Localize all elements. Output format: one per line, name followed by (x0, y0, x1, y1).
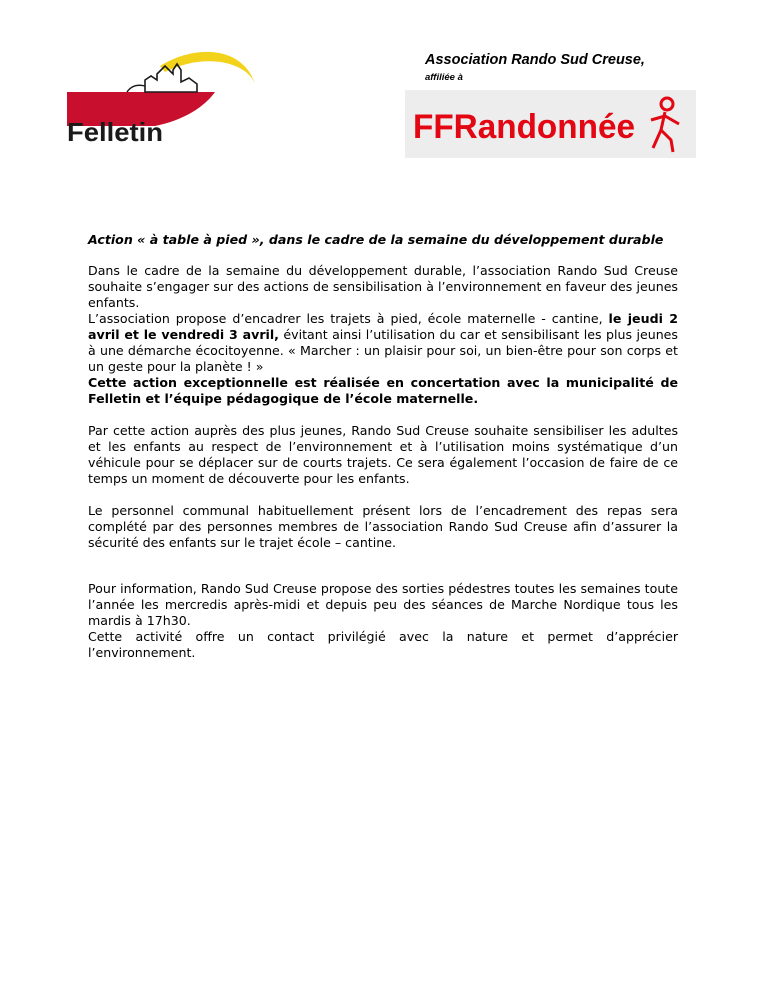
proposal-end: évitant ainsi l’utilisation du car et sensibilisant les plus jeunes à une démarche écocitoyenne. « Marcher : un plaisir pour soi, un bien-être pour son corps et un geste pour la planète ! » (88, 327, 678, 374)
paragraph-staff: Le personnel communal habituellement présent lors de l’encadrement des repas sera complété par des personnes membres de l’association Rando Sud Creuse afin d’assurer la sécurité des enfants sur le trajet école – cantine. (88, 503, 678, 550)
association-name: Association Rando Sud Creuse, (425, 52, 645, 68)
paragraph-activity: Cette activité offre un contact privilégié avec la nature et permet d’apprécier l’environnement. (88, 629, 678, 660)
proposal-start: L’association propose d’encadrer les trajets à pied, école maternelle - cantine, (88, 311, 609, 326)
ffrandonnee-logo-graphic (405, 90, 696, 158)
felletin-logo-text: Felletin (67, 117, 163, 144)
ffrandonnee-logo-text: FFRandonnée (413, 108, 635, 146)
ffrandonnee-logo (405, 90, 696, 158)
paragraph-info: Pour information, Rando Sud Creuse propose des sorties pédestres toutes les semaines toute l’année les mercredis après-midi et depuis peu des séances de Marche Nordique tous les mardis à 17h30. (88, 581, 678, 628)
paragraph-intro: Dans le cadre de la semaine du développement durable, l’association Rando Sud Creuse souhaite s’engager sur des actions de sensibilisation à l’environnement en faveur des jeunes enfants. (88, 263, 678, 310)
document-heading: Action « à table à pied », dans le cadre de la semaine du développement durable (88, 232, 664, 247)
paragraph-awareness: Par cette action auprès des plus jeunes, Rando Sud Creuse souhaite sensibiliser les adultes et les enfants au respect de l’environnement et à l’utilisation moins systématique d’un véhicule pour se déplacer sur de courts trajets. Ce sera également l’occasion de faire de ce temps un moment de découverte pour les enfants. (88, 423, 678, 486)
affiliation-label: affiliée à (425, 72, 463, 83)
proposal-dates: le jeudi 2 avril et le vendredi 3 avril, (88, 311, 678, 342)
felletin-logo (65, 44, 257, 144)
association-header (425, 52, 645, 83)
document-body (88, 232, 678, 661)
spacer (88, 567, 678, 581)
felletin-logo-graphic (65, 44, 257, 144)
hiker-icon (651, 98, 679, 152)
paragraph-proposal (88, 311, 678, 375)
paragraph-concertation: Cette action exceptionnelle est réalisée en concertation avec la municipalité de Felletin et l’équipe pédagogique de l’école maternelle. (88, 375, 678, 406)
